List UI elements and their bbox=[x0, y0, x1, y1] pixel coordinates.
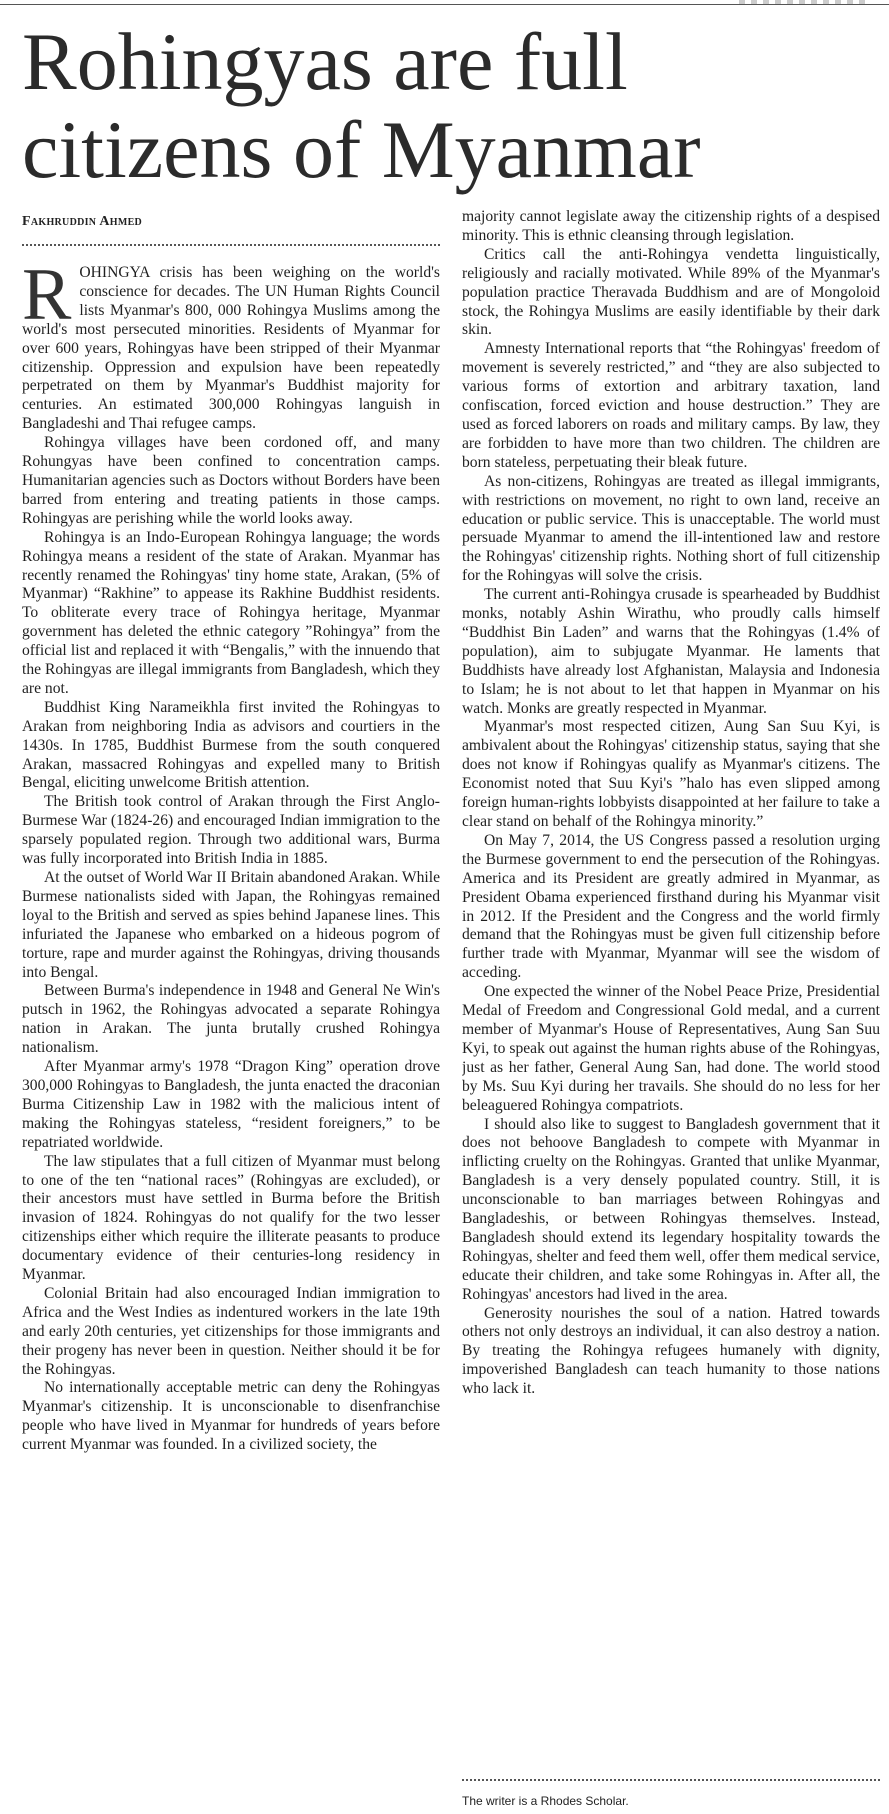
paragraph: Amnesty International reports that “the Rohingyas' freedom of movement is severely restricted,” and “they are also subjected to various forms of extortion and arbitrary taxation, land confiscation, forced eviction and house destruction.” They are used as forced laborers on roads and military camps. By law, they are forbidden to have more than two children. The children are born stateless, perpetuating their bleak future. bbox=[462, 340, 880, 471]
paragraph: One expected the winner of the Nobel Peace Prize, Presidential Medal of Freedom and Congressional Gold medal, and a current member of Myanmar's House of Representatives, Aung San Suu Kyi, to speak out against the human rights abuse of the Rohingyas, just as her father, General Aung San, had done. The world stood by Ms. Suu Kyi during her travails. She should do no less for her beleaguered Rohingya compatriots. bbox=[462, 983, 880, 1114]
paragraph: Myanmar's most respected citizen, Aung San Suu Kyi, is ambivalent about the Rohingyas' citizenship status, saying that she does not know if Rohingyas qualify as Myanmar's citizens. The Economist noted that Suu Kyi's ”halo has even slipped among foreign human-rights lobbyists disappointed at her failure to take a clear stand on behalf of the Rohingya minority.” bbox=[462, 718, 880, 830]
paragraph: Colonial Britain had also encouraged Indian immigration to Africa and the West Indies as indentured workers in the late 19th and early 20th centuries, yet citizenships for those immigrants and their progeny has never been in question. Neither should it be for the Rohingyas. bbox=[22, 1284, 440, 1378]
paragraph-continuation: majority cannot legislate away the citizenship rights of a despised minority. This is ethnic cleansing through legislation. bbox=[462, 208, 880, 244]
paragraph: Critics call the anti-Rohingya vendetta linguistically, religiously and racially motivated. While 89% of the Myanmar's population practice Theravada Buddhism and are of Mongoloid stock, the Rohingya Muslims are easily identifiable by their dark skin. bbox=[462, 245, 880, 339]
paragraph: Between Burma's independence in 1948 and General Ne Win's putsch in 1962, the Rohingyas advocated a separate Rohingya nation in Arakan. The junta brutally crushed Rohingya nationalism. bbox=[22, 982, 440, 1057]
paragraph bbox=[22, 264, 440, 434]
paragraph: Buddhist King Narameikhla first invited the Rohingyas to Arakan from neighboring India as advisors and courtiers in the 1430s. In 1785, Buddhist Burmese from the south conquered Arakan, massacred Rohingyas and expelled many to British Bengal, eliciting unwelcome British attention. bbox=[22, 698, 440, 792]
paragraph: At the outset of World War II Britain abandoned Arakan. While Burmese nationalists sided with Japan, the Rohingyas remained loyal to the British and served as spies behind Japanese lines. This infuriated the Japanese who embarked on a hideous pogrom of torture, rape and murder against the Rohingyas, driving thousands into Bengal. bbox=[22, 869, 440, 981]
end-divider bbox=[462, 1779, 880, 1781]
header-strip bbox=[739, 0, 869, 4]
drop-cap: R bbox=[22, 264, 72, 336]
paragraph: Rohingya villages have been cordoned off, and many Rohungyas have been confined to concentration camps. Humanitarian agencies such as Doctors without Borders have been barred from entering and treating patients in those camps. Rohingyas are perishing while the world looks away. bbox=[22, 434, 440, 527]
column-left bbox=[22, 264, 440, 1812]
byline: Fakhruddin Ahmed bbox=[22, 214, 143, 229]
first-paragraph-text: OHINGYA crisis has been weighing on the world's conscience for decades. The UN Human Rights Council lists Myanmar's 800, 000 Rohingya Muslims among the world's most persecuted minorities. Residents of Myanmar for over 600 years, Rohingyas have been stripped of their Myanmar citizenship. Oppression and expulsion have been repeatedly perpetrated on them by Myanmar's Buddhist majority for centuries. An estimated 300,000 Rohingyas languish in Bangladeshi and Thai refugee camps. bbox=[22, 264, 440, 433]
paragraph: I should also like to suggest to Bangladesh government that it does not behoove Bangladesh to compete with Myanmar in inflicting cruelty on the Rohingyas. Granted that unlike Myanmar, Bangladesh is a very densely populated country. Still, it is unconscionable to ban marriages between Rohingyas and Bangladeshis, or between Rohingyas themselves. Instead, Bangladesh should extend its legendary hospitality towards the Rohingyas, shelter and feed them well, offer them medical service, educate their children, and take some Rohingyas in. After all, the Rohingyas' ancestors had lived in the area. bbox=[462, 1115, 880, 1303]
paragraph: Generosity nourishes the soul of a nation. Hatred towards others not only destroys an individual, it can also destroy a nation. By treating the Rohingya refugees humanely with dignity, impoverished Bangladesh can teach humanity to those nations who lack it. bbox=[462, 1304, 880, 1398]
headline: Rohingyas are full citizens of Myanmar bbox=[22, 16, 701, 195]
byline-divider bbox=[22, 244, 440, 246]
paragraph: The law stipulates that a full citizen of Myanmar must belong to one of the ten “national races” (Rohingyas are excluded), or their ancestors must have settled in Burma before the British invasion of 1824. Rohingyas do not qualify for the two lesser citizenships either which require the illiterate peasants to produce documentary evidence of their centuries-long residency in Myanmar. bbox=[22, 1152, 440, 1284]
top-rule bbox=[0, 4, 889, 5]
column-right bbox=[462, 208, 880, 1770]
paragraph: No internationally acceptable metric can deny the Rohingyas Myanmar's citizenship. It is unconscionable to disenfranchise people who have lived in Myanmar for hundreds of years before current Myanmar was founded. In a civilized society, the bbox=[22, 1379, 440, 1454]
paragraph: On May 7, 2014, the US Congress passed a resolution urging the Burmese government to end the persecution of the Rohingyas. America and its President are greatly admired in Myanmar, as President Obama experienced firsthand during his Myanmar visit in 2012. If the President and the Congress and the world firmly demand that the Rohingyas must be given full citizenship before further trade with Myanmar, Myanmar will see the wisdom of acceding. bbox=[462, 831, 880, 982]
paragraph: Rohingya is an Indo-European Rohingya language; the words Rohingya means a resident of the state of Arakan. Myanmar has recently renamed the Rohingyas' tiny home state, Arakan, (5% of Myanmar) “Rakhine” to appease its Rakhine Buddhist residents. To obliterate every trace of Rohingya heritage, Myanmar government has deleted the ethnic category ”Rohingya” from the official list and replaced it with “Bengalis,” with the innuendo that the Rohingyas are illegal immigrants from Bangladesh, which they are not. bbox=[22, 528, 440, 697]
paragraph: The current anti-Rohingya crusade is spearheaded by Buddhist monks, notably Ashin Wirathu, who proudly calls himself “Buddhist Bin Laden” and warns that the Rohingyas (1.4% of population), aim to subjugate Myanmar. He laments that Buddhists have already lost Afghanistan, Malaysia and Indonesia to Islam; he is not about to let that happen in Myanmar on his watch. Monks are greatly respected in Myanmar. bbox=[462, 586, 880, 717]
author-credit: The writer is a Rhodes Scholar. bbox=[462, 1794, 629, 1808]
paragraph: As non-citizens, Rohingyas are treated as illegal immigrants, with restrictions on movement, no right to own land, receive an education or public service. This is unacceptable. The world must persuade Myanmar to amend the ill-intentioned law and restore the Rohingyas' citizenship rights. Nothing short of full citizenship for the Rohingyas will solve the crisis. bbox=[462, 472, 880, 585]
paragraph: The British took control of Arakan through the First Anglo-Burmese War (1824-26) and encouraged Indian immigration to the sparsely populated region. Through two additional wars, Burma was fully incorporated into British India in 1885. bbox=[22, 793, 440, 868]
paragraph: After Myanmar army's 1978 “Dragon King” operation drove 300,000 Rohingyas to Bangladesh, the junta enacted the draconian Burma Citizenship Law in 1982 with the malicious intent of making the Rohingyas stateless, “resident foreigners,” to be repatriated worldwide. bbox=[22, 1058, 440, 1151]
